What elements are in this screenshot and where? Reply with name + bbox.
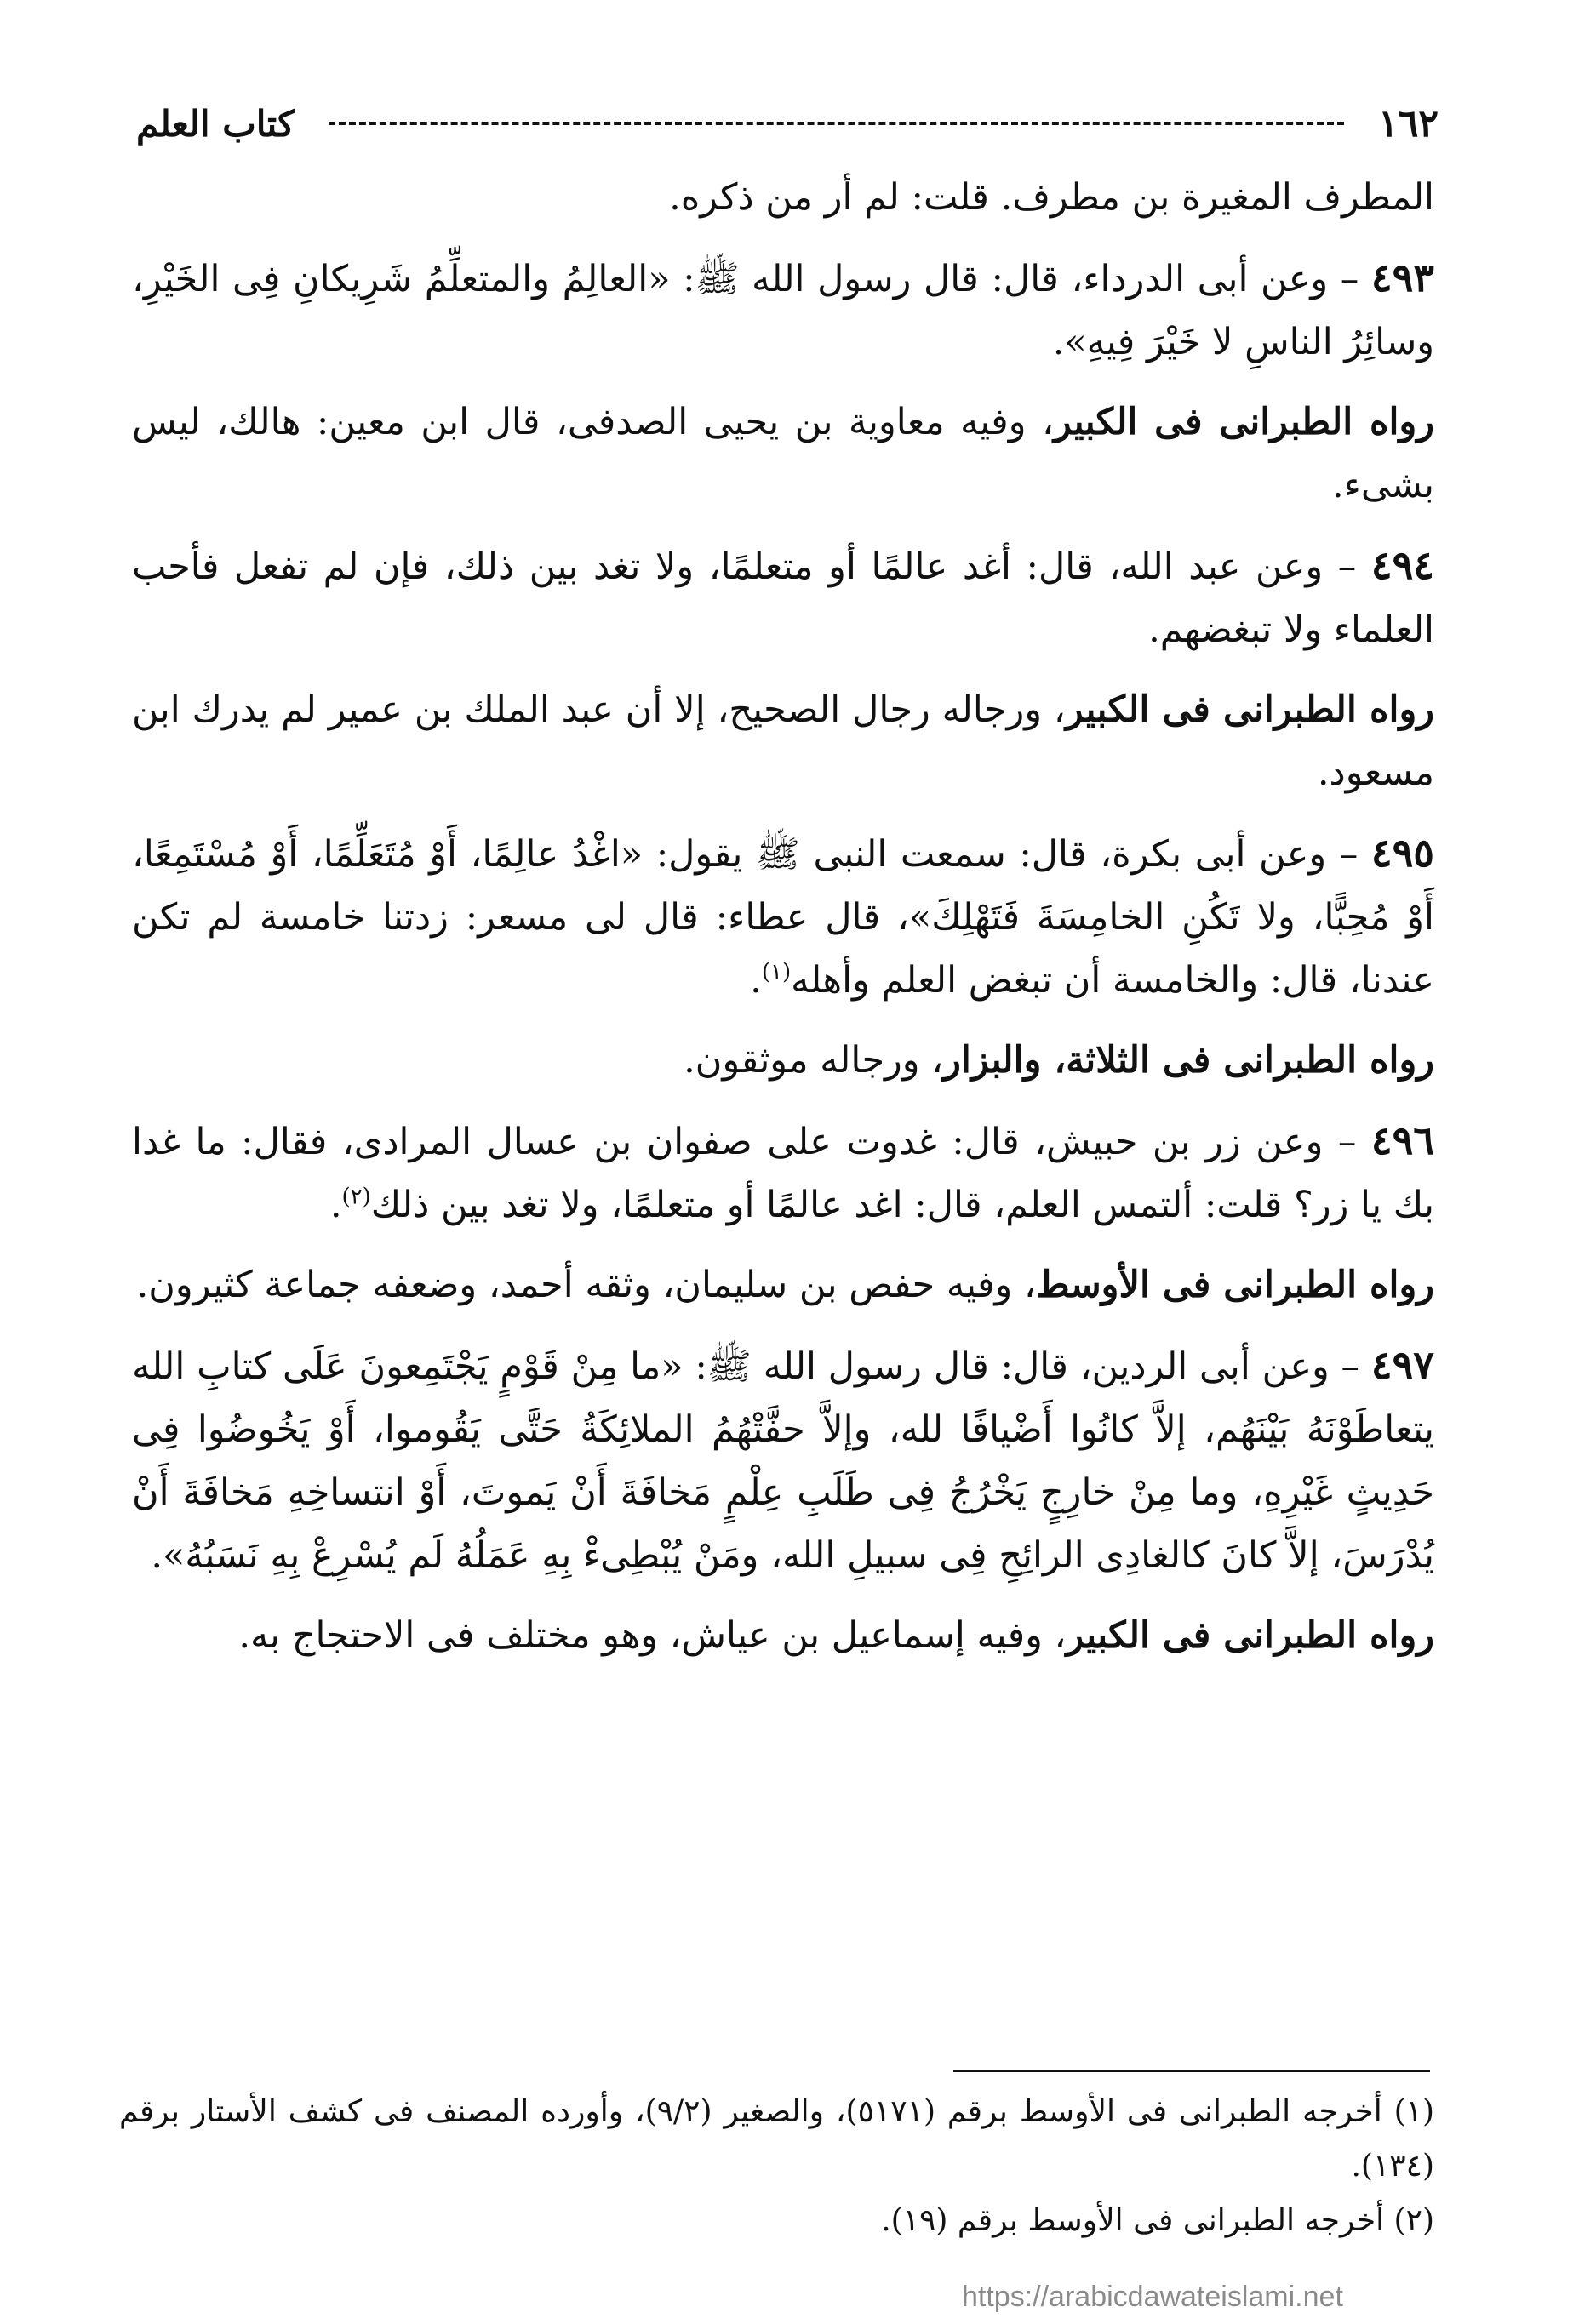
narration-text: ، وفيه إسماعيل بن عياش، وهو مختلف فى الاحتجاج به. bbox=[238, 1614, 1067, 1657]
hadith-495: ٤٩٥ – وعن أبى بكرة، قال: سمعت النبى ﷺ يقول: «اغْدُ عالِمًا، أَوْ مُتَعَلِّمًا، أَوْ مُسْتَمِعًا، أَوْ مُحِبًّا، ولا تَكُنِ الخامِسَةَ فَتَهْلِكَ»، قال عطاء: قال لى مسعر: زدتنا خامسة لم تكن عندنا، قال: والخامسة أن تبغض العلم وأهله$^{(١)}$. bbox=[132, 830, 1434, 1002]
footnote-ref-1[interactable]: (١) bbox=[761, 959, 792, 985]
hadith-text: – وعن أبى الردين، قال: قال رسول الله ﷺ: «ما مِنْ قَوْمٍ يَجْتَمِعونَ عَلَى كتابِ الله يتعاطَوْنَهُ بَيْنَهُم، إلاَّ كانُوا أَضْيافًا لله، وإلاَّ حفَّتْهُمُ الملائِكَةُ حَتَّى يَقُوموا، أَوْ يَخُوضُوا فِى حَدِيثٍ غَيْرِهِ، وما مِنْ خارِجٍ يَخْرُجُ فِى طَلَبِ عِلْمٍ مَخافَةَ أَنْ يَموتَ، أَوْ انتساخِهِ مَخافَةَ أَنْ يُدْرَسَ، إلاَّ كانَ كالغادِى الرائِحِ فِى سبيلِ الله، ومَنْ يُبْطِىءْ بِهِ عَمَلُهُ لَم يُسْرِعْ بِهِ نَسَبُهُ». bbox=[132, 1345, 1434, 1577]
footnote-1: (١) أخرجه الطبرانى فى الأوسط برقم (٥١٧١)، والصغير (٩/٢)، وأورده المصنف فى كشف الأستار برقم (١٣٤). bbox=[119, 2094, 1435, 2184]
hadith-text: – وعن أبى الدرداء، قال: قال رسول الله ﷺ: «العالِمُ والمتعلِّمُ شَرِيكانِ فِى الخَيْرِ، وسائِرُ الناسِ لا خَيْرَ فِيهِ». bbox=[132, 258, 1434, 363]
narration-495 bbox=[132, 1029, 1434, 1092]
page-number: ١٦٢ bbox=[1378, 101, 1439, 146]
hadith-number: ٤٩٧ bbox=[1370, 1342, 1434, 1388]
hadith-text: – وعن زر بن حبيش، قال: غدوت على صفوان بن عسال المرادى، فقال: ما غدا بك يا زر؟ قلت: ألتمس العلم، قال: اغد عالمًا أو متعلمًا، ولا تغد بين ذلك bbox=[132, 1121, 1434, 1226]
hadith-text: – وعن عبد الله، قال: أغد عالمًا أو متعلمًا، ولا تغد بين ذلك، فإن لم تفعل فأحب العلماء ولا تبغضهم. bbox=[132, 545, 1434, 651]
source-watermark: https://arabicdawateislami.net bbox=[962, 2281, 1343, 2313]
narration-text: ، وفيه معاوية بن يحيى الصدفى، قال ابن معين: هالك، ليس بشىء. bbox=[132, 401, 1434, 506]
hadith-text: – وعن أبى بكرة، قال: سمعت النبى ﷺ يقول: «اغْدُ عالِمًا، أَوْ مُتَعَلِّمًا، أَوْ مُسْتَمِعًا، أَوْ مُحِبًّا، ولا تَكُنِ الخامِسَةَ فَتَهْلِكَ»، قال عطاء: قال لى مسعر: زدتنا خامسة لم تكن عندنا، قال: والخامسة أن تبغض العلم وأهله bbox=[132, 833, 1434, 1002]
hadith-497 bbox=[132, 1333, 1434, 1587]
hadith-number: ٤٩٥ bbox=[1370, 830, 1434, 876]
footnotes bbox=[119, 2085, 1434, 2248]
running-title: كتاب العلم bbox=[136, 102, 295, 145]
source-bold: رواه الطبرانى فى الكبير bbox=[1053, 401, 1434, 443]
narration-496 bbox=[132, 1253, 1434, 1316]
narration-text: ، ورجاله رجال الصحيح، إلا أن عبد الملك بن عمير لم يدرك ابن مسعود. bbox=[132, 688, 1434, 794]
hadith-493 bbox=[132, 246, 1434, 374]
narration-493 bbox=[132, 391, 1434, 517]
hadith-number: ٤٩٣ bbox=[1370, 254, 1434, 300]
narration-494 bbox=[132, 678, 1434, 804]
paragraph-continued: المطرف المغيرة بن مطرف. قلت: لم أر من ذكره. bbox=[669, 176, 1434, 219]
narration-497 bbox=[132, 1604, 1434, 1667]
source-bold: رواه الطبرانى فى الكبير bbox=[1066, 1614, 1434, 1657]
source-bold: رواه الطبرانى فى الأوسط bbox=[1035, 1264, 1434, 1306]
hadith-number: ٤٩٤ bbox=[1370, 542, 1434, 588]
main-text bbox=[132, 166, 1434, 1684]
narration-text: ، وفيه حفص بن سليمان، وثقه أحمد، وضعفه جماعة كثيرون. bbox=[136, 1264, 1036, 1306]
hadith-number: ٤٩٦ bbox=[1370, 1117, 1435, 1163]
source-bold: رواه الطبرانى فى الثلاثة، والبزار bbox=[943, 1039, 1434, 1082]
hadith-496: ٤٩٦ – وعن زر بن حبيش، قال: غدوت على صفوان بن عسال المرادى، فقال: ما غدا بك يا زر؟ قلت: ألتمس العلم، قال: اغد عالمًا أو متعلمًا، ولا تغد بين ذلك$^{(٢)}$. bbox=[132, 1117, 1435, 1226]
narration-text: ، ورجاله موثقون. bbox=[684, 1039, 944, 1082]
footnote-divider bbox=[953, 2070, 1430, 2072]
page-header bbox=[136, 94, 1439, 153]
header-dashed-rule bbox=[329, 122, 1344, 125]
hadith-494 bbox=[132, 534, 1434, 661]
footnote-ref-2[interactable]: (٢) bbox=[341, 1184, 371, 1210]
source-bold: رواه الطبرانى فى الكبير bbox=[1065, 688, 1435, 731]
footnote-2: (٢) أخرجه الطبرانى فى الأوسط برقم (١٩). bbox=[881, 2203, 1434, 2238]
